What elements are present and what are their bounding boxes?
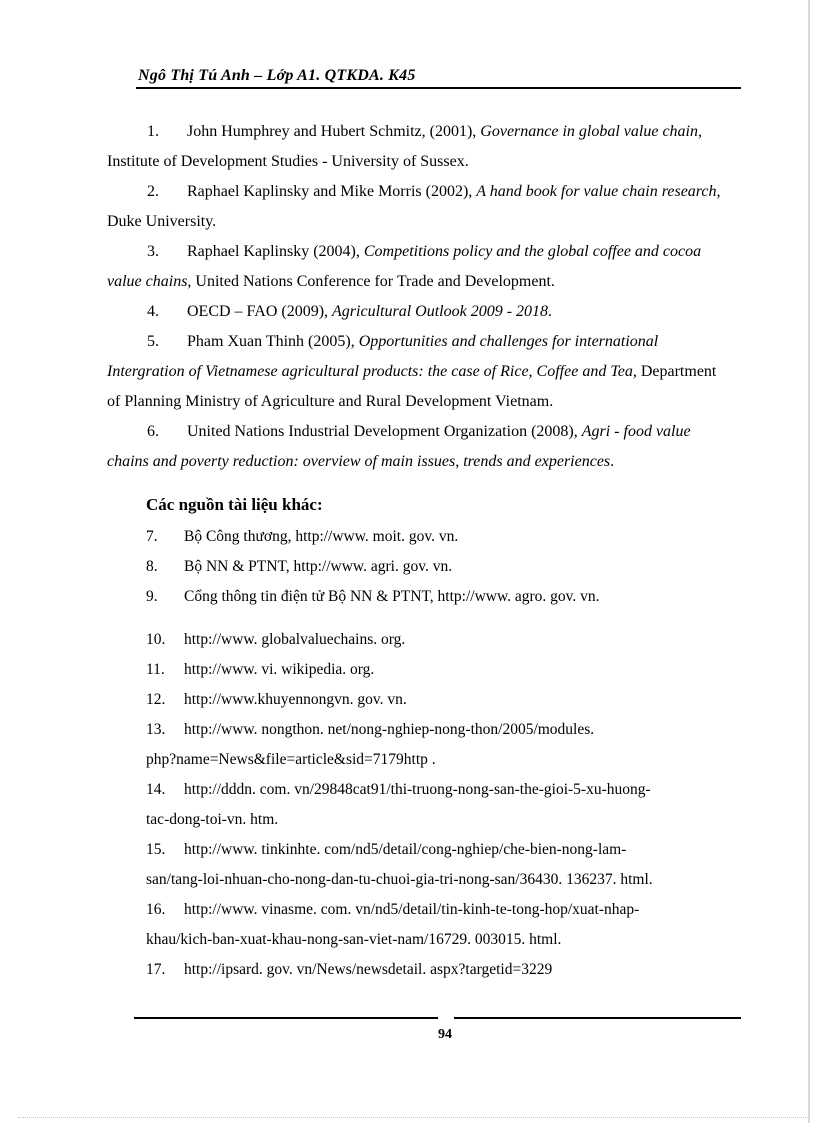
reference-title: A hand book for value chain research, [476,183,721,200]
reference-title: Governance in global value chain, [480,123,702,140]
reference-authors: United Nations Industrial Development Organization (2008), [187,423,582,440]
reference-item [107,237,727,297]
source-text: Bộ Công thương, http://www. moit. gov. vn. [184,528,459,545]
reference-number: 6. [147,423,159,440]
source-number: 9. [146,588,158,605]
reference-publisher: . [610,453,615,470]
source-text: http://www. vi. wikipedia. org. [184,661,375,678]
reference-publisher: . [548,303,553,320]
source-item [146,775,651,805]
source-number: 13. [146,721,166,738]
reference-authors: Raphael Kaplinsky and Mike Morris (2002), [187,183,477,200]
source-number: 11. [146,661,165,678]
reference-number: 2. [147,183,159,200]
reference-publisher: Department of Planning Ministry of Agriculture and Rural Development Vietnam. [107,363,717,410]
source-item [146,582,600,612]
reference-authors: Raphael Kaplinsky (2004), [187,243,364,260]
source-item [146,955,552,985]
reference-number: 3. [147,243,159,260]
page-header: Ngô Thị Tú Anh – Lớp A1. QTKDA. K45 [138,67,416,84]
section-title: Các nguồn tài liệu khác: [146,495,323,514]
source-number: 8. [146,558,158,575]
source-continuation: san/tang-loi-nhuan-cho-nong-dan-tu-chuoi-gia-tri-nong-san/36430. 136237. html. [146,871,653,888]
page-bottom-dotted-line [18,1117,808,1118]
page-edge-shadow [808,0,810,1123]
source-continuation: php?name=News&file=article&sid=7179http . [146,751,436,768]
source-text: http://www. tinkinhte. com/nd5/detail/cong-nghiep/che-bien-nong-lam- [184,841,627,858]
source-continuation: tac-dong-toi-vn. htm. [146,811,279,828]
source-item [146,552,452,582]
footer-rule-left [134,1017,438,1019]
reference-title: Agricultural Outlook 2009 - 2018 [332,303,549,320]
source-item [146,835,626,865]
reference-item [107,417,727,477]
source-item [146,895,639,925]
source-number: 14. [146,781,166,798]
reference-authors: OECD – FAO (2009), [187,303,333,320]
source-continuation: khau/kich-ban-xuat-khau-nong-san-viet-nam/16729. 003015. html. [146,931,562,948]
source-item [146,715,594,745]
reference-authors: Pham Xuan Thinh (2005), [187,333,359,350]
source-text: http://www.khuyennongvn. gov. vn. [184,691,407,708]
source-text: http://www. globalvaluechains. org. [184,631,406,648]
source-number: 15. [146,841,166,858]
reference-publisher: United Nations Conference for Trade and Development. [191,273,555,290]
reference-publisher: Duke University. [107,213,217,230]
source-item [146,685,407,715]
reference-number: 1. [147,123,159,140]
reference-item [107,297,727,327]
source-item [146,655,374,685]
source-text: Cổng thông tin điện tử Bộ NN & PTNT, http://www. agro. gov. vn. [184,588,600,605]
reference-title: Opportunities and challenges for international Intergration of Vietnamese agricultural products: the case of Rice, Coffee and Tea, [107,333,659,380]
reference-item [107,117,727,177]
reference-authors: John Humphrey and Hubert Schmitz, (2001), [187,123,481,140]
source-text: http://ipsard. gov. vn/News/newsdetail. aspx?targetid=3229 [184,961,553,978]
reference-number: 5. [147,333,159,350]
reference-publisher: Institute of Development Studies - University of Sussex. [107,153,469,170]
source-text: http://www. vinasme. com. vn/nd5/detail/tin-kinh-te-tong-hop/xuat-nhap- [184,901,640,918]
source-text: http://dddn. com. vn/29848cat91/thi-truong-nong-san-the-gioi-5-xu-huong- [184,781,651,798]
source-number: 17. [146,961,166,978]
source-item [146,625,405,655]
source-text: Bộ NN & PTNT, http://www. agri. gov. vn. [184,558,453,575]
reference-item [107,177,727,237]
reference-title: Competitions policy and the global coffee and cocoa value chains, [107,243,702,290]
source-number: 10. [146,631,166,648]
footer-rule-right [454,1017,741,1019]
source-number: 7. [146,528,158,545]
header-rule [136,87,741,89]
page-number: 94 [438,1027,452,1042]
reference-number: 4. [147,303,159,320]
reference-title: Agri - food value chains and poverty reduction: overview of main issues, trends and experiences [107,423,691,470]
source-text: http://www. nongthon. net/nong-nghiep-nong-thon/2005/modules. [184,721,595,738]
source-number: 12. [146,691,166,708]
reference-item [107,327,727,417]
source-number: 16. [146,901,166,918]
source-item [146,522,458,552]
